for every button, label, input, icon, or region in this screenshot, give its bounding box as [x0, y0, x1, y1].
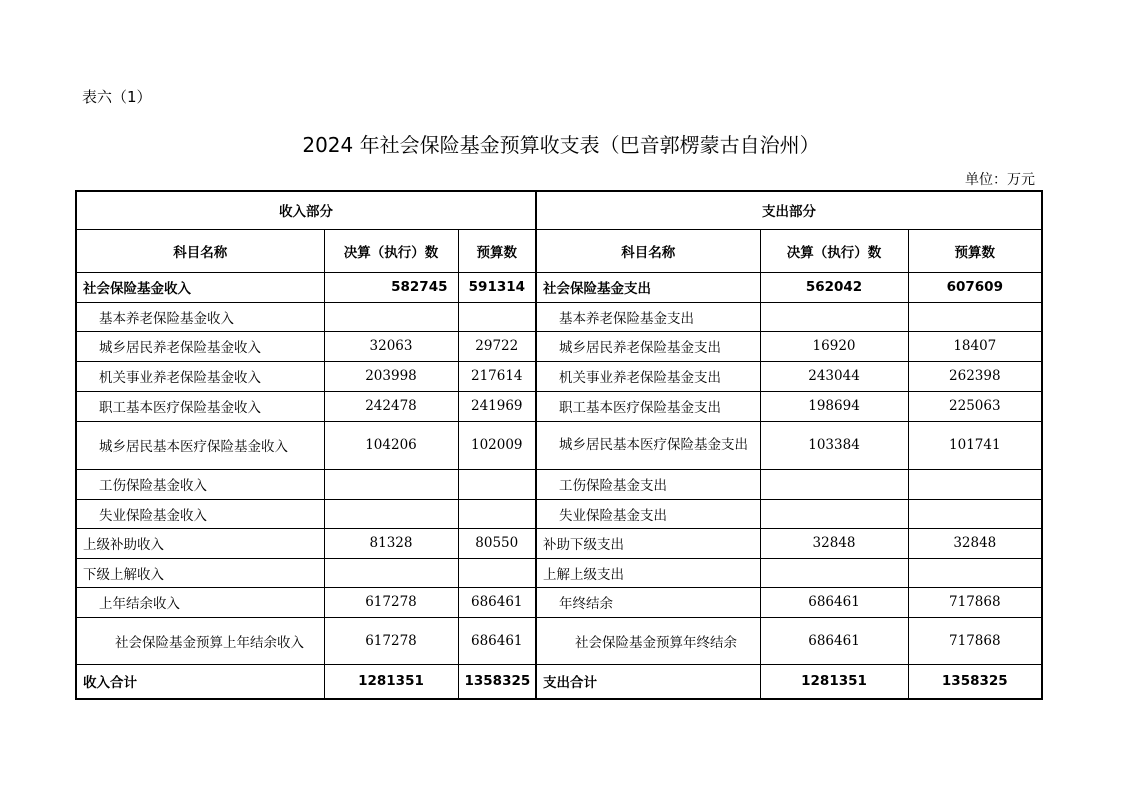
income-total-label: 收入合计 [76, 664, 324, 699]
income-item-name: 城乡居民基本医疗保险基金收入 [76, 421, 324, 469]
income-budget-value [458, 469, 536, 499]
expense-section-header: 支出部分 [536, 191, 1042, 229]
income-actual-value: 582745 [324, 272, 458, 302]
expense-actual-value: 686461 [760, 587, 908, 617]
table-row [76, 361, 1042, 391]
income-budget-value: 29722 [458, 331, 536, 361]
expense-budget-value: 607609 [908, 272, 1042, 302]
expense-actual-value: 16920 [760, 331, 908, 361]
income-budget-value: 241969 [458, 391, 536, 421]
income-item-name: 社会保险基金预算上年结余收入 [76, 617, 324, 664]
income-budget-value: 80550 [458, 528, 536, 558]
expense-item-name: 上解上级支出 [536, 558, 760, 587]
income-budget-value: 591314 [458, 272, 536, 302]
income-budget-value [458, 302, 536, 331]
budget-table [75, 190, 1043, 700]
expense-item-name: 城乡居民养老保险基金支出 [536, 331, 760, 361]
col-expense-actual: 决算（执行）数 [760, 229, 908, 272]
expense-budget-value: 262398 [908, 361, 1042, 391]
column-header-row [76, 229, 1042, 272]
table-row-total [76, 664, 1042, 699]
col-expense-name: 科目名称 [536, 229, 760, 272]
income-actual-value: 32063 [324, 331, 458, 361]
expense-actual-value: 32848 [760, 528, 908, 558]
income-item-name: 社会保险基金收入 [76, 272, 324, 302]
income-actual-value [324, 558, 458, 587]
table-row [76, 331, 1042, 361]
expense-budget-value: 32848 [908, 528, 1042, 558]
expense-budget-value: 101741 [908, 421, 1042, 469]
expense-item-name: 社会保险基金支出 [536, 272, 760, 302]
income-budget-value: 686461 [458, 617, 536, 664]
expense-item-name: 基本养老保险基金支出 [536, 302, 760, 331]
income-item-name: 城乡居民养老保险基金收入 [76, 331, 324, 361]
expense-budget-value [908, 558, 1042, 587]
income-actual-value: 203998 [324, 361, 458, 391]
income-actual-value: 81328 [324, 528, 458, 558]
expense-total-budget: 1358325 [908, 664, 1042, 699]
expense-actual-value [760, 469, 908, 499]
income-item-name: 工伤保险基金收入 [76, 469, 324, 499]
expense-actual-value [760, 558, 908, 587]
expense-budget-value [908, 499, 1042, 528]
table-row [76, 272, 1042, 302]
income-item-name: 上级补助收入 [76, 528, 324, 558]
table-row [76, 587, 1042, 617]
expense-budget-value: 717868 [908, 617, 1042, 664]
income-item-name: 上年结余收入 [76, 587, 324, 617]
table-row [76, 469, 1042, 499]
expense-item-name: 补助下级支出 [536, 528, 760, 558]
section-header-row [76, 191, 1042, 229]
table-row [76, 558, 1042, 587]
expense-total-actual: 1281351 [760, 664, 908, 699]
expense-actual-value: 103384 [760, 421, 908, 469]
income-actual-value: 242478 [324, 391, 458, 421]
income-actual-value: 104206 [324, 421, 458, 469]
unit-label: 单位：万元 [965, 172, 1035, 188]
table-row [76, 617, 1042, 664]
income-section-header: 收入部分 [76, 191, 536, 229]
col-income-actual: 决算（执行）数 [324, 229, 458, 272]
expense-item-name: 工伤保险基金支出 [536, 469, 760, 499]
income-total-budget: 1358325 [458, 664, 536, 699]
income-actual-value [324, 469, 458, 499]
income-actual-value: 617278 [324, 617, 458, 664]
expense-item-name: 社会保险基金预算年终结余 [536, 617, 760, 664]
expense-actual-value: 198694 [760, 391, 908, 421]
expense-budget-value [908, 469, 1042, 499]
income-budget-value: 686461 [458, 587, 536, 617]
expense-budget-value: 717868 [908, 587, 1042, 617]
income-actual-value [324, 499, 458, 528]
income-actual-value [324, 302, 458, 331]
income-total-actual: 1281351 [324, 664, 458, 699]
income-budget-value [458, 499, 536, 528]
income-budget-value: 102009 [458, 421, 536, 469]
income-budget-value [458, 558, 536, 587]
table-row [76, 528, 1042, 558]
income-item-name: 失业保险基金收入 [76, 499, 324, 528]
page-title: 2024 年社会保险基金预算收支表（巴音郭楞蒙古自治州） [302, 133, 820, 157]
expense-actual-value [760, 302, 908, 331]
expense-item-name: 年终结余 [536, 587, 760, 617]
income-budget-value: 217614 [458, 361, 536, 391]
expense-item-name: 失业保险基金支出 [536, 499, 760, 528]
expense-actual-value [760, 499, 908, 528]
col-income-name: 科目名称 [76, 229, 324, 272]
expense-budget-value: 225063 [908, 391, 1042, 421]
col-income-budget: 预算数 [458, 229, 536, 272]
income-item-name: 基本养老保险基金收入 [76, 302, 324, 331]
expense-actual-value: 562042 [760, 272, 908, 302]
table-row [76, 391, 1042, 421]
table-row [76, 499, 1042, 528]
expense-item-name: 机关事业养老保险基金支出 [536, 361, 760, 391]
expense-actual-value: 243044 [760, 361, 908, 391]
col-expense-budget: 预算数 [908, 229, 1042, 272]
table-number: 表六（1） [82, 88, 152, 106]
expense-budget-value [908, 302, 1042, 331]
expense-total-label: 支出合计 [536, 664, 760, 699]
expense-budget-value: 18407 [908, 331, 1042, 361]
table-row [76, 421, 1042, 469]
income-item-name: 机关事业养老保险基金收入 [76, 361, 324, 391]
expense-item-name: 城乡居民基本医疗保险基金支出 [536, 421, 760, 469]
table-row [76, 302, 1042, 331]
expense-item-name: 职工基本医疗保险基金支出 [536, 391, 760, 421]
income-item-name: 下级上解收入 [76, 558, 324, 587]
expense-actual-value: 686461 [760, 617, 908, 664]
income-item-name: 职工基本医疗保险基金收入 [76, 391, 324, 421]
income-actual-value: 617278 [324, 587, 458, 617]
